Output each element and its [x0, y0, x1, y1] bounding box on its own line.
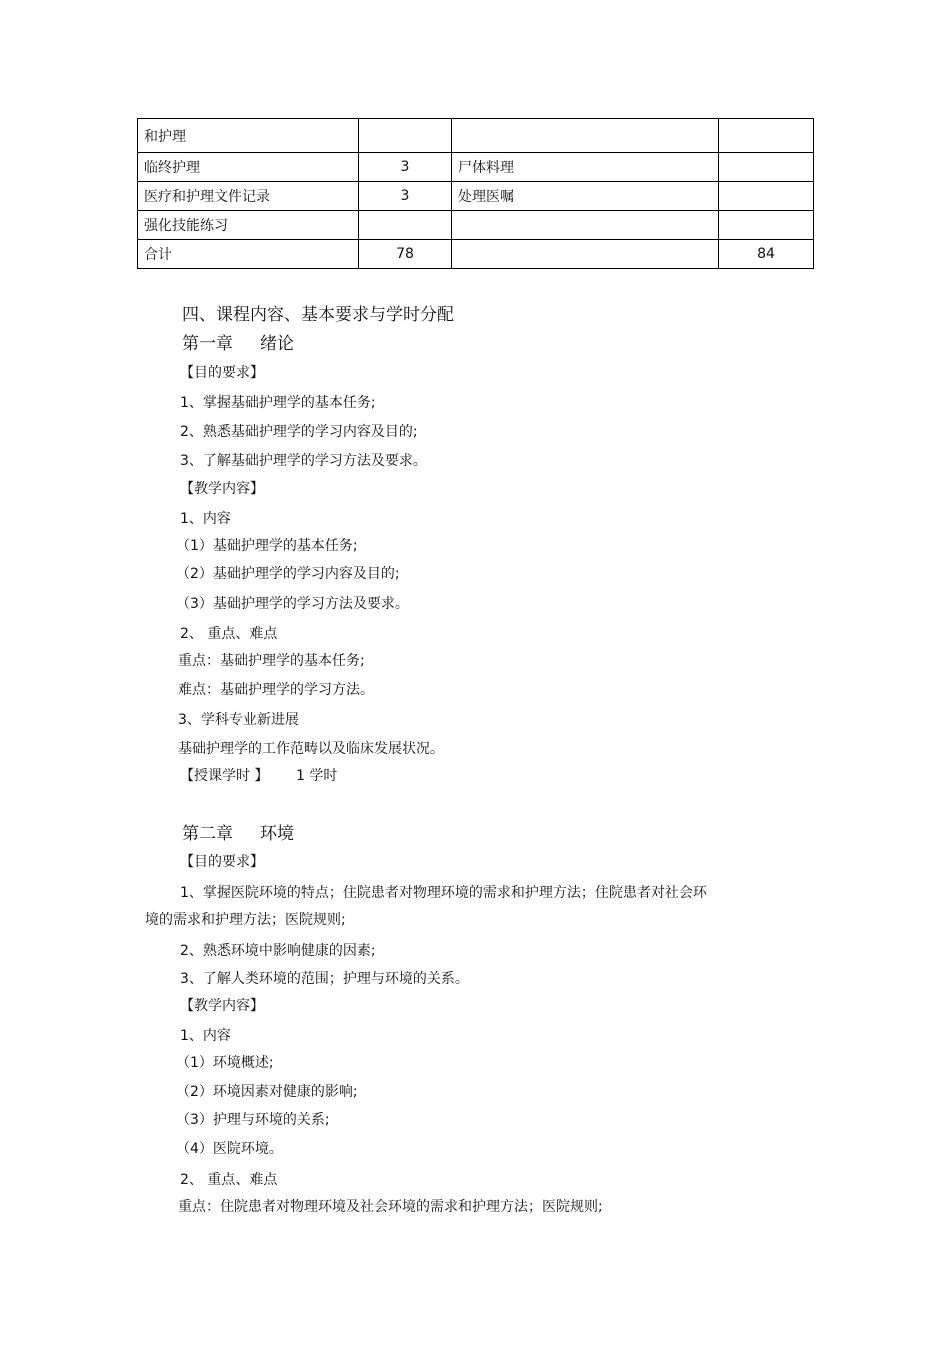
ch1-progress-heading: 3、学科专业新进展 [178, 712, 299, 728]
chapter-2-title: 第二章 [182, 824, 233, 844]
chapter-1-name: 绪论 [260, 334, 294, 354]
table-cell: 合计 [138, 240, 359, 269]
ch2-content-item: （2）环境因素对健康的影响; [176, 1084, 358, 1100]
ch1-objective: 2、熟悉基础护理学的学习内容及目的; [180, 424, 418, 440]
table-cell: 84 [719, 240, 814, 269]
table-cell: 3 [359, 182, 452, 211]
table-cell: 强化技能练习 [138, 211, 359, 240]
table-cell [719, 182, 814, 211]
table-row [138, 153, 814, 182]
ch1-key-heading: 2、 重点、难点 [180, 626, 278, 642]
ch2-objectives-label: 【目的要求】 [180, 854, 264, 870]
ch2-content-item: （4）医院环境。 [176, 1141, 283, 1157]
table-cell [359, 211, 452, 240]
ch1-content-heading: 1、内容 [180, 511, 231, 527]
ch2-objective: 2、熟悉环境中影响健康的因素; [180, 943, 376, 959]
table-row [138, 211, 814, 240]
ch1-hours-value: 1 学时 [296, 768, 338, 784]
ch1-hours-label: 【授课学时 】 [180, 768, 269, 784]
ch2-objective: 1、掌握医院环境的特点；住院患者对物理环境的需求和护理方法；住院患者对社会环 [180, 885, 707, 901]
table-cell: 医疗和护理文件记录 [138, 182, 359, 211]
ch2-key-heading: 2、 重点、难点 [180, 1172, 278, 1188]
ch2-content-heading: 1、内容 [180, 1028, 231, 1044]
table-cell: 临终护理 [138, 153, 359, 182]
table-row [138, 240, 814, 269]
table-cell [359, 119, 452, 153]
ch1-content-item: （2）基础护理学的学习内容及目的; [176, 566, 400, 582]
chapter-2-name: 环境 [260, 824, 294, 844]
ch2-content-item: （1）环境概述; [176, 1055, 274, 1071]
ch1-objectives-label: 【目的要求】 [180, 365, 264, 381]
table-row [138, 119, 814, 153]
ch1-difficult-point: 难点：基础护理学的学习方法。 [178, 682, 374, 698]
table-row [138, 182, 814, 211]
table-cell: 3 [359, 153, 452, 182]
table-cell [452, 211, 719, 240]
ch1-objective: 1、掌握基础护理学的基本任务; [180, 395, 376, 411]
ch2-key-point: 重点：住院患者对物理环境及社会环境的需求和护理方法；医院规则; [178, 1199, 603, 1215]
table-cell [452, 119, 719, 153]
table-cell: 处理医嘱 [452, 182, 719, 211]
ch2-objective: 3、了解人类环境的范围；护理与环境的关系。 [180, 971, 469, 987]
ch2-objective-continued: 境的需求和护理方法；医院规则; [145, 912, 346, 928]
ch1-objective: 3、了解基础护理学的学习方法及要求。 [180, 453, 427, 469]
ch1-content-label: 【教学内容】 [180, 481, 264, 497]
table-cell [452, 240, 719, 269]
ch2-content-item: （3）护理与环境的关系; [176, 1112, 330, 1128]
table-cell [719, 153, 814, 182]
hours-table [137, 118, 814, 269]
ch2-content-label: 【教学内容】 [180, 998, 264, 1014]
section-title: 四、课程内容、基本要求与学时分配 [182, 305, 454, 325]
ch1-content-item: （1）基础护理学的基本任务; [176, 538, 358, 554]
table-cell [719, 211, 814, 240]
table-cell [719, 119, 814, 153]
ch1-content-item: （3）基础护理学的学习方法及要求。 [176, 596, 409, 612]
ch1-progress-text: 基础护理学的工作范畴以及临床发展状况。 [178, 741, 444, 757]
chapter-1-title: 第一章 [182, 334, 233, 354]
table-cell: 和护理 [138, 119, 359, 153]
ch1-key-point: 重点：基础护理学的基本任务; [178, 653, 365, 669]
table-cell: 尸体料理 [452, 153, 719, 182]
table-cell: 78 [359, 240, 452, 269]
